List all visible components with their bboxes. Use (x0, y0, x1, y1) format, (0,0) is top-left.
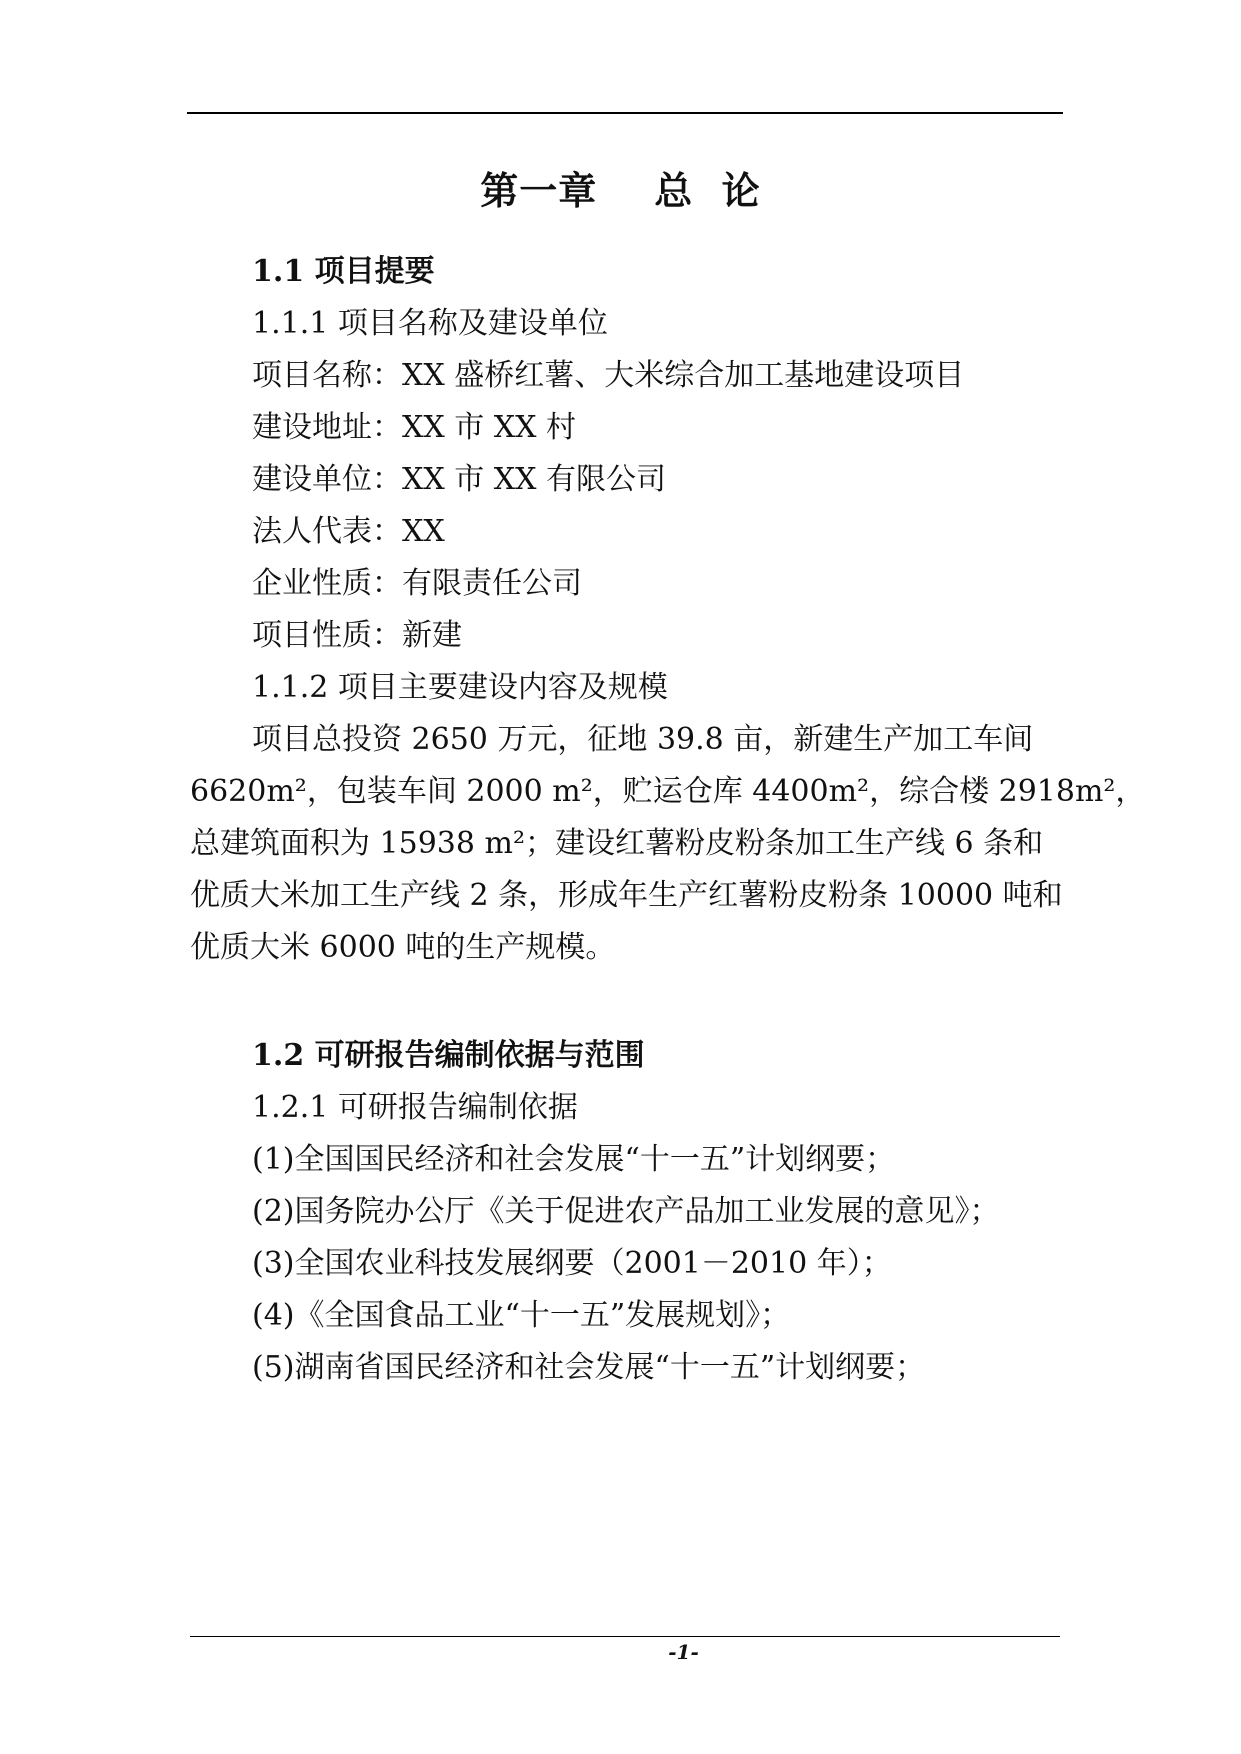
paragraph-line: 6620m²，包装车间 2000 m²，贮运仓库 4400m²，综合楼 2918m²， (190, 774, 1146, 809)
field-legal-rep: 法人代表：XX (252, 514, 445, 549)
section-heading-1-1: 1.1 项目提要 (252, 254, 435, 289)
section-heading-1-2: 1.2 可研报告编制依据与范围 (252, 1038, 645, 1073)
subsection-heading-1-1-2: 1.1.2 项目主要建设内容及规模 (252, 670, 668, 705)
basis-item: (2)国务院办公厅《关于促进农产品加工业发展的意见》； (252, 1194, 1000, 1229)
header-rule (187, 112, 1063, 114)
field-address: 建设地址：XX 市 XX 村 (252, 410, 577, 445)
field-project-name: 项目名称：XX 盛桥红薯、大米综合加工基地建设项目 (252, 358, 965, 393)
basis-item: (4)《全国食品工业“十一五”发展规划》； (252, 1298, 791, 1333)
field-project-type: 项目性质：新建 (252, 618, 462, 653)
field-enterprise-type: 企业性质：有限责任公司 (252, 566, 582, 601)
basis-item: (1)全国国民经济和社会发展“十一五”计划纲要； (252, 1142, 896, 1177)
basis-item: (5)湖南省国民经济和社会发展“十一五”计划纲要； (252, 1350, 926, 1385)
paragraph-line: 项目总投资 2650 万元，征地 39.8 亩，新建生产加工车间 (252, 722, 1034, 757)
paragraph-line: 总建筑面积为 15938 m²；建设红薯粉皮粉条加工生产线 6 条和 (190, 826, 1044, 861)
subsection-heading-1-2-1: 1.2.1 可研报告编制依据 (252, 1090, 578, 1125)
subsection-heading-1-1-1: 1.1.1 项目名称及建设单位 (252, 306, 608, 341)
field-builder: 建设单位：XX 市 XX 有限公司 (252, 462, 667, 497)
basis-item: (3)全国农业科技发展纲要（2001－2010 年）； (252, 1246, 892, 1281)
page-number: -1- (668, 1640, 699, 1664)
footer-rule (190, 1636, 1060, 1637)
paragraph-line: 优质大米加工生产线 2 条，形成年生产红薯粉皮粉条 10000 吨和 (190, 878, 1063, 913)
paragraph-line: 优质大米 6000 吨的生产规模。 (190, 930, 616, 965)
chapter-title: 第一章 总 论 (480, 168, 761, 213)
